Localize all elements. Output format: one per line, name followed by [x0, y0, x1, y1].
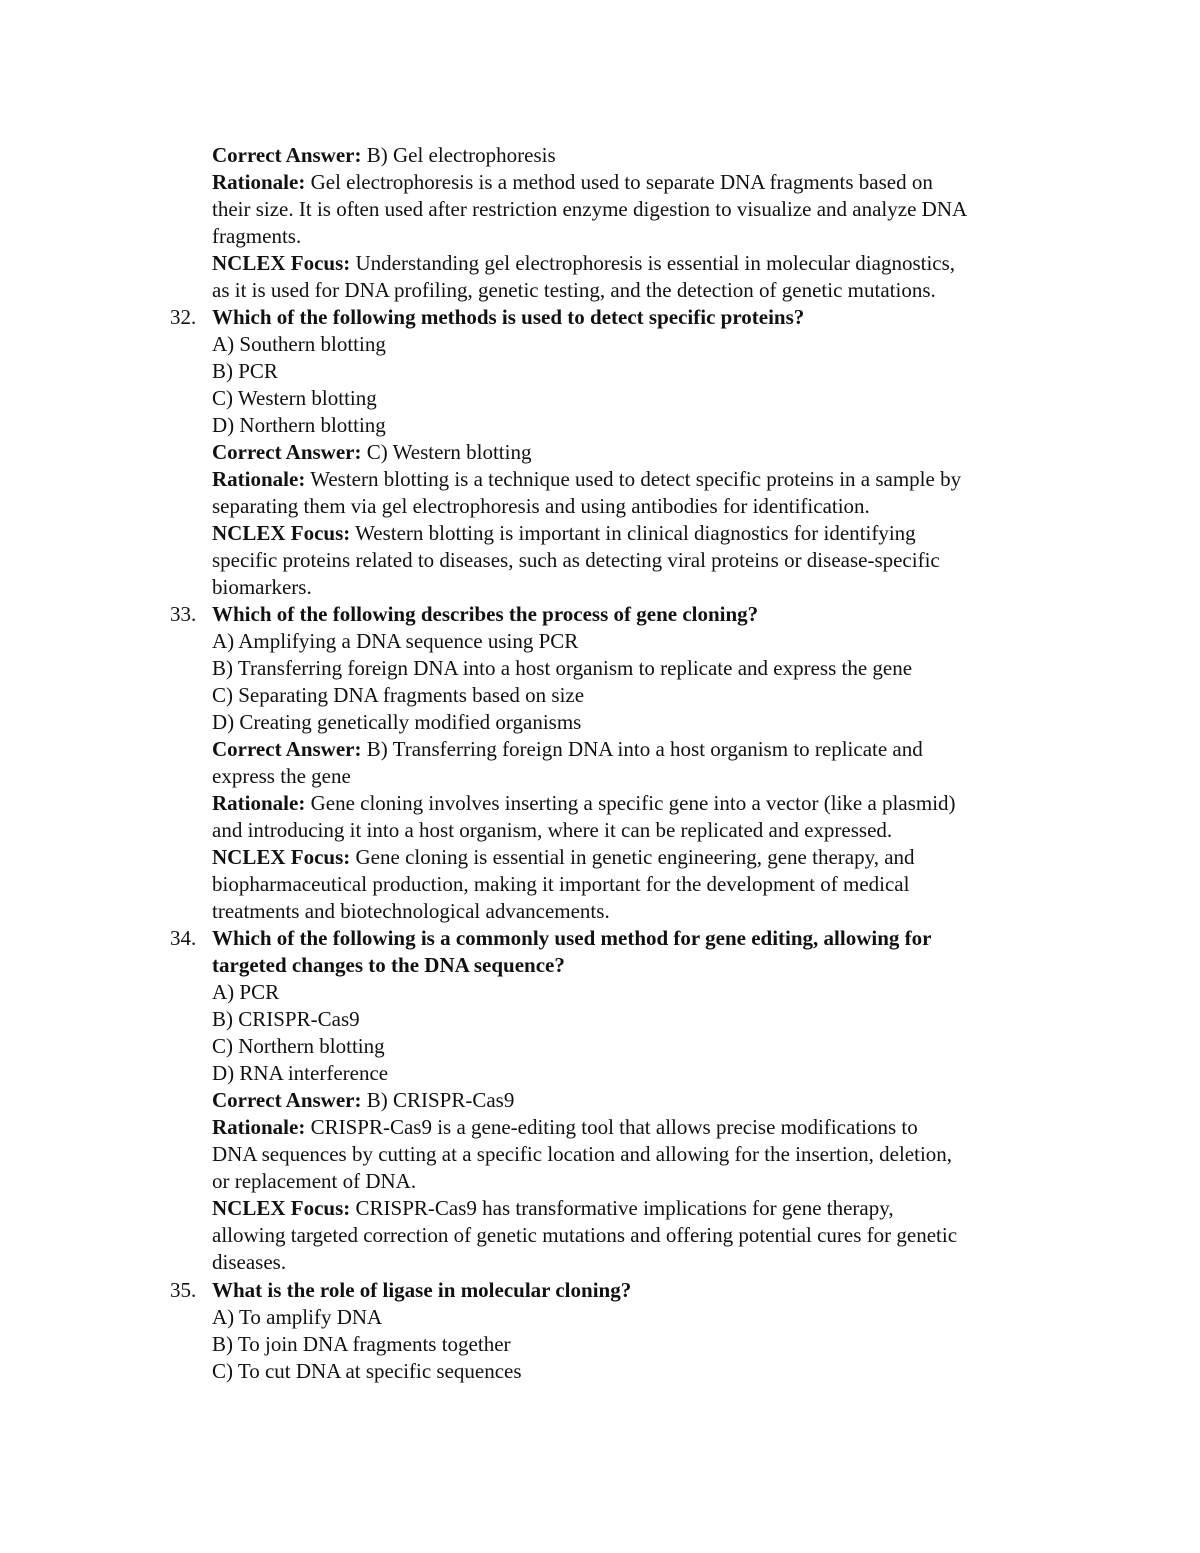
- correct-answer-label: Correct Answer:: [212, 737, 362, 761]
- q33-nclex-focus: [212, 844, 1072, 925]
- rationale-label: Rationale:: [212, 170, 306, 194]
- q34-correct-answer: [212, 1087, 1072, 1114]
- option-c: C) To cut DNA at specific sequences: [212, 1359, 522, 1383]
- option-d: D) Northern blotting: [212, 413, 386, 437]
- option-b: B) Transferring foreign DNA into a host organism to replicate and express the gene: [212, 656, 913, 680]
- q34-rationale: [212, 1114, 1072, 1195]
- rationale-line: fragments.: [212, 224, 302, 248]
- nclex-line: CRISPR-Cas9 has transformative implications for gene therapy,: [355, 1196, 894, 1220]
- option-a: A) Amplifying a DNA sequence using PCR: [212, 629, 579, 653]
- nclex-focus-label: NCLEX Focus:: [212, 521, 351, 545]
- correct-answer-text: B) Transferring foreign DNA into a host organism to replicate and: [366, 737, 923, 761]
- rationale-line: Western blotting is a technique used to detect specific proteins in a sample by: [310, 467, 962, 491]
- q32-nclex-focus: [212, 520, 1072, 601]
- option-c: C) Northern blotting: [212, 1034, 385, 1058]
- rationale-line: separating them via gel electrophoresis and using antibodies for identification.: [212, 494, 870, 518]
- q34-nclex-focus: [212, 1195, 1072, 1276]
- option-d: D) RNA interference: [212, 1061, 389, 1085]
- question-number: 34.: [170, 926, 197, 950]
- nclex-line: Gene cloning is essential in genetic engineering, gene therapy, and: [355, 845, 915, 869]
- question-number: 35.: [170, 1278, 197, 1302]
- option-c: C) Western blotting: [212, 386, 377, 410]
- rationale-line: Gel electrophoresis is a method used to separate DNA fragments based on: [310, 170, 933, 194]
- correct-answer-text: express the gene: [212, 764, 351, 788]
- question-number: 32.: [170, 305, 197, 329]
- nclex-line: Western blotting is important in clinical diagnostics for identifying: [355, 521, 916, 545]
- nclex-focus-label: NCLEX Focus:: [212, 1196, 351, 1220]
- nclex-line: Understanding gel electrophoresis is essential in molecular diagnostics,: [355, 251, 956, 275]
- rationale-line: Gene cloning involves inserting a specific gene into a vector (like a plasmid): [310, 791, 956, 815]
- question-text: targeted changes to the DNA sequence?: [212, 953, 565, 977]
- correct-answer-text: B) Gel electrophoresis: [366, 143, 556, 167]
- rationale-label: Rationale:: [212, 1115, 306, 1139]
- option-a: A) Southern blotting: [212, 332, 386, 356]
- q32-rationale: [212, 466, 1072, 520]
- q31-nclex-focus: [212, 250, 1072, 304]
- rationale-line: CRISPR-Cas9 is a gene-editing tool that allows precise modifications to: [310, 1115, 918, 1139]
- correct-answer-text: B) CRISPR-Cas9: [366, 1088, 515, 1112]
- rationale-line: DNA sequences by cutting at a specific location and allowing for the insertion, deletion,: [212, 1142, 953, 1166]
- rationale-line: or replacement of DNA.: [212, 1169, 417, 1193]
- nclex-line: diseases.: [212, 1250, 287, 1274]
- rationale-line: their size. It is often used after restriction enzyme digestion to visualize and analyze DNA: [212, 197, 968, 221]
- q31-correct-answer: [212, 142, 1072, 169]
- nclex-focus-label: NCLEX Focus:: [212, 845, 351, 869]
- nclex-focus-label: NCLEX Focus:: [212, 251, 351, 275]
- question-text: Which of the following is a commonly used method for gene editing, allowing for: [212, 926, 932, 950]
- rationale-label: Rationale:: [212, 467, 306, 491]
- question-text: What is the role of ligase in molecular cloning?: [212, 1278, 632, 1302]
- correct-answer-text: C) Western blotting: [366, 440, 532, 464]
- question-text: Which of the following describes the process of gene cloning?: [212, 602, 759, 626]
- q32-correct-answer: [212, 439, 1072, 466]
- nclex-line: biomarkers.: [212, 575, 312, 599]
- rationale-line: and introducing it into a host organism, where it can be replicated and expressed.: [212, 818, 893, 842]
- option-c: C) Separating DNA fragments based on size: [212, 683, 585, 707]
- nclex-line: as it is used for DNA profiling, genetic testing, and the detection of genetic mutations.: [212, 278, 936, 302]
- option-b: B) To join DNA fragments together: [212, 1332, 511, 1356]
- question-number: 33.: [170, 602, 197, 626]
- q33-rationale: [212, 790, 1072, 844]
- nclex-line: allowing targeted correction of genetic mutations and offering potential cures for genetic: [212, 1223, 958, 1247]
- q33-correct-answer: [212, 736, 1072, 790]
- correct-answer-label: Correct Answer:: [212, 1088, 362, 1112]
- option-a: A) PCR: [212, 980, 280, 1004]
- option-b: B) CRISPR-Cas9: [212, 1007, 360, 1031]
- option-a: A) To amplify DNA: [212, 1305, 383, 1329]
- nclex-line: treatments and biotechnological advancements.: [212, 899, 610, 923]
- q31-rationale: [212, 169, 1072, 250]
- rationale-label: Rationale:: [212, 791, 306, 815]
- option-b: B) PCR: [212, 359, 278, 383]
- nclex-line: biopharmaceutical production, making it important for the development of medical: [212, 872, 910, 896]
- correct-answer-label: Correct Answer:: [212, 440, 362, 464]
- nclex-line: specific proteins related to diseases, such as detecting viral proteins or disease-specific: [212, 548, 940, 572]
- correct-answer-label: Correct Answer:: [212, 143, 362, 167]
- question-text: Which of the following methods is used to detect specific proteins?: [212, 305, 805, 329]
- option-d: D) Creating genetically modified organisms: [212, 710, 582, 734]
